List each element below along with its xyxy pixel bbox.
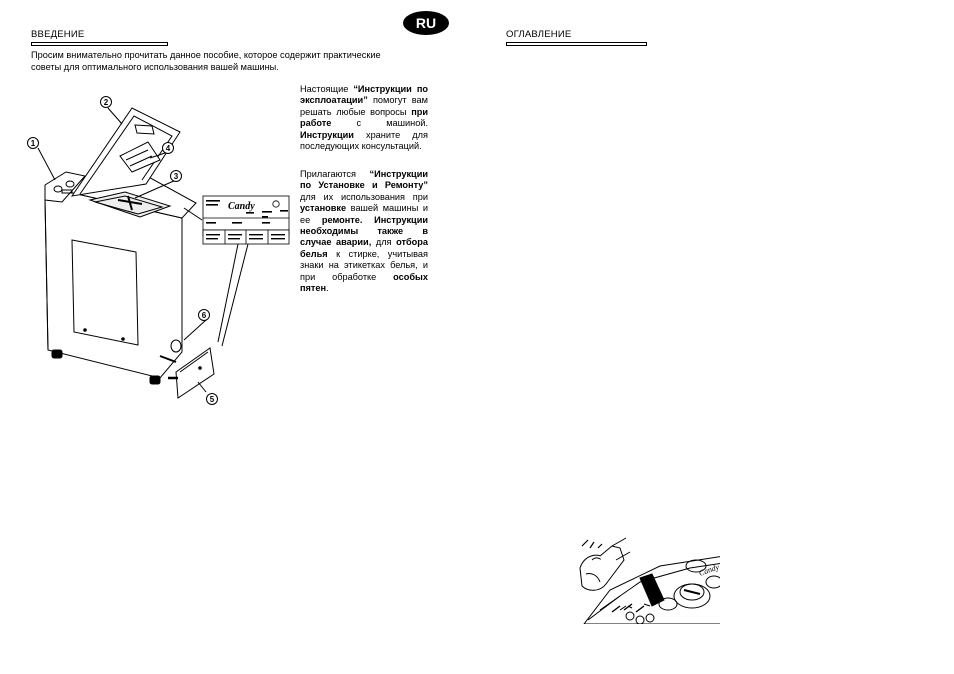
- language-badge: RU: [403, 11, 449, 35]
- label-brand-logo: Candy: [228, 201, 255, 212]
- para2-text-1: Прилагаются: [300, 169, 370, 179]
- para1-text-4: храните для последующих консультаций.: [300, 129, 428, 152]
- callout-2: 2: [100, 96, 112, 108]
- para2-text-4: для: [371, 237, 397, 248]
- intro-line-2: советы для оптимального использования вашей машины.: [31, 61, 279, 72]
- callout-4: 4: [162, 142, 174, 154]
- para1-bold-1: “Инструкции по эксплоатации”: [300, 84, 428, 106]
- para2-bold-5: особых пятен: [300, 271, 428, 294]
- para1-text-3: с машиной.: [331, 118, 428, 129]
- callout-5: 5: [206, 393, 218, 405]
- para2-bold-1: “Инструкции по Установке и Ремонту”: [300, 169, 428, 191]
- para2-bold-3: ремонте. Инструкции необходимы также в случае аварии,: [300, 214, 428, 248]
- intro-line-1: Просим внимательно прочитать данное пособие, которое содержит практические: [31, 50, 381, 60]
- para2-bold-4: отбора белья: [300, 237, 428, 259]
- intro-title: ВВЕДЕНИЕ: [31, 29, 85, 40]
- para1-bold-2: при работе: [300, 106, 428, 129]
- para2-bold-2: установке: [300, 203, 347, 214]
- para2-text-5: к стирке, учитывая знаки на этикетках белья, и при обработке: [300, 248, 428, 282]
- callout-6: 6: [198, 309, 210, 321]
- callout-3: 3: [170, 170, 182, 182]
- callout-1: 1: [27, 137, 39, 149]
- panel-brand-logo: Candy: [697, 562, 721, 578]
- contents-title: ОГЛАВЛЕНИЕ: [506, 29, 572, 40]
- para1-bold-3: Инструкции: [300, 129, 354, 140]
- para2-text-3: вашей машины и ее: [300, 203, 428, 225]
- para2-text-2: для их использования при: [300, 191, 428, 202]
- para1-text-1: Настоящие: [300, 84, 354, 94]
- para2-text-6: .: [326, 283, 329, 294]
- para1-text-2: помогут вам решать любые вопросы: [300, 95, 428, 117]
